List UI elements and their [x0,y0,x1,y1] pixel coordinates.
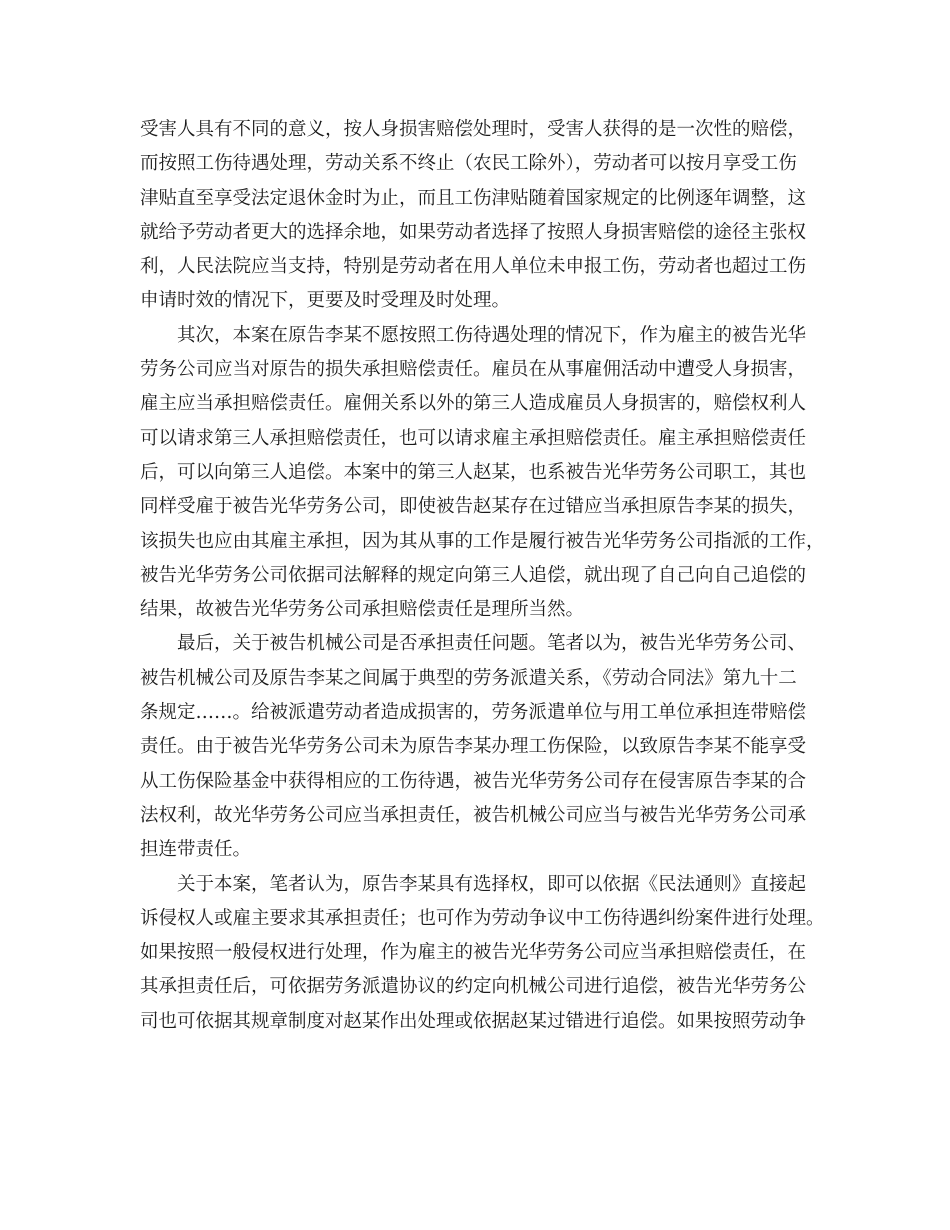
text-line: 如果按照一般侵权进行处理，作为雇主的被告光华劳务公司应当承担赔偿责任，在 [140,942,807,964]
text-line: 责任。由于被告光华劳务公司未为原告李某办理工伤保险，以致原告李某不能享受 [140,736,807,758]
text-line: 就给予劳动者更大的选择余地，如果劳动者选择了按照人身损害赔偿的途径主张权 [140,221,807,243]
text-line: 从工伤保险基金中获得相应的工伤待遇，被告光华劳务公司存在侵害原告李某的合 [140,770,807,792]
text-line: 其承担责任后，可依据劳务派遣协议的约定向机械公司进行追偿，被告光华劳务公 [140,976,807,998]
text-line: 该损失也应由其雇主承担，因为其从事的工作是履行被告光华劳务公司指派的工作， [140,530,825,552]
document-body [140,113,830,1039]
text-line: 后，可以向第三人追偿。本案中的第三人赵某，也系被告光华劳务公司职工，其也 [140,461,807,483]
text-line: 被告光华劳务公司依据司法解释的规定向第三人追偿，就出现了自己向自己追偿的 [140,564,807,586]
text-line: 法权利，故光华劳务公司应当承担责任，被告机械公司应当与被告光华劳务公司承 [140,804,807,826]
text-line: 可以请求第三人承担赔偿责任，也可以请求雇主承担赔偿责任。雇主承担赔偿责任 [140,427,807,449]
text-line: 担连带责任。 [140,839,252,861]
text-line: 结果，故被告光华劳务公司承担赔偿责任是理所当然。 [140,599,585,621]
text-line: 条规定……。给被派遣劳动者造成损害的，劳务派遣单位与用工单位承担连带赔偿 [140,702,807,724]
paragraph-first-line: 最后，关于被告机械公司是否承担责任问题。笔者以为，被告光华劳务公司、 [177,633,807,655]
text-line: 同样受雇于被告光华劳务公司，即使被告赵某存在过错应当承担原告李某的损失， [140,496,807,518]
text-line: 申请时效的情况下，更要及时受理及时处理。 [140,290,511,312]
text-line: 受害人具有不同的意义，按人身损害赔偿处理时，受害人获得的是一次性的赔偿， [140,119,807,140]
text-line: 诉侵权人或雇主要求其承担责任；也可作为劳动争议中工伤待遇纠纷案件进行处理。 [140,907,825,929]
paragraph-first-line: 关于本案，笔者认为，原告李某具有选择权，即可以依据《民法通则》直接起 [177,873,807,895]
text-line: 劳务公司应当对原告的损失承担赔偿责任。雇员在从事雇佣活动中遭受人身损害， [140,359,807,381]
text-line: 司也可依据其规章制度对赵某作出处理或依据赵某过错进行追偿。如果按照劳动争 [140,1010,807,1032]
text-line: 而按照工伤待遇处理，劳动关系不终止（农民工除外），劳动者可以按月享受工伤 [140,153,797,175]
text-line: 被告机械公司及原告李某之间属于典型的劳务派遣关系，《劳动合同法》第九十二 [140,667,797,689]
text-line: 津贴直至享受法定退休金时为止，而且工伤津贴随着国家规定的比例逐年调整，这 [140,187,807,209]
paragraph-first-line: 其次，本案在原告李某不愿按照工伤待遇处理的情况下，作为雇主的被告光华 [177,324,807,346]
text-line: 雇主应当承担赔偿责任。雇佣关系以外的第三人造成雇员人身损害的，赔偿权利人 [140,393,807,415]
text-line: 利，人民法院应当支持，特别是劳动者在用人单位未申报工伤，劳动者也超过工伤 [140,256,807,278]
